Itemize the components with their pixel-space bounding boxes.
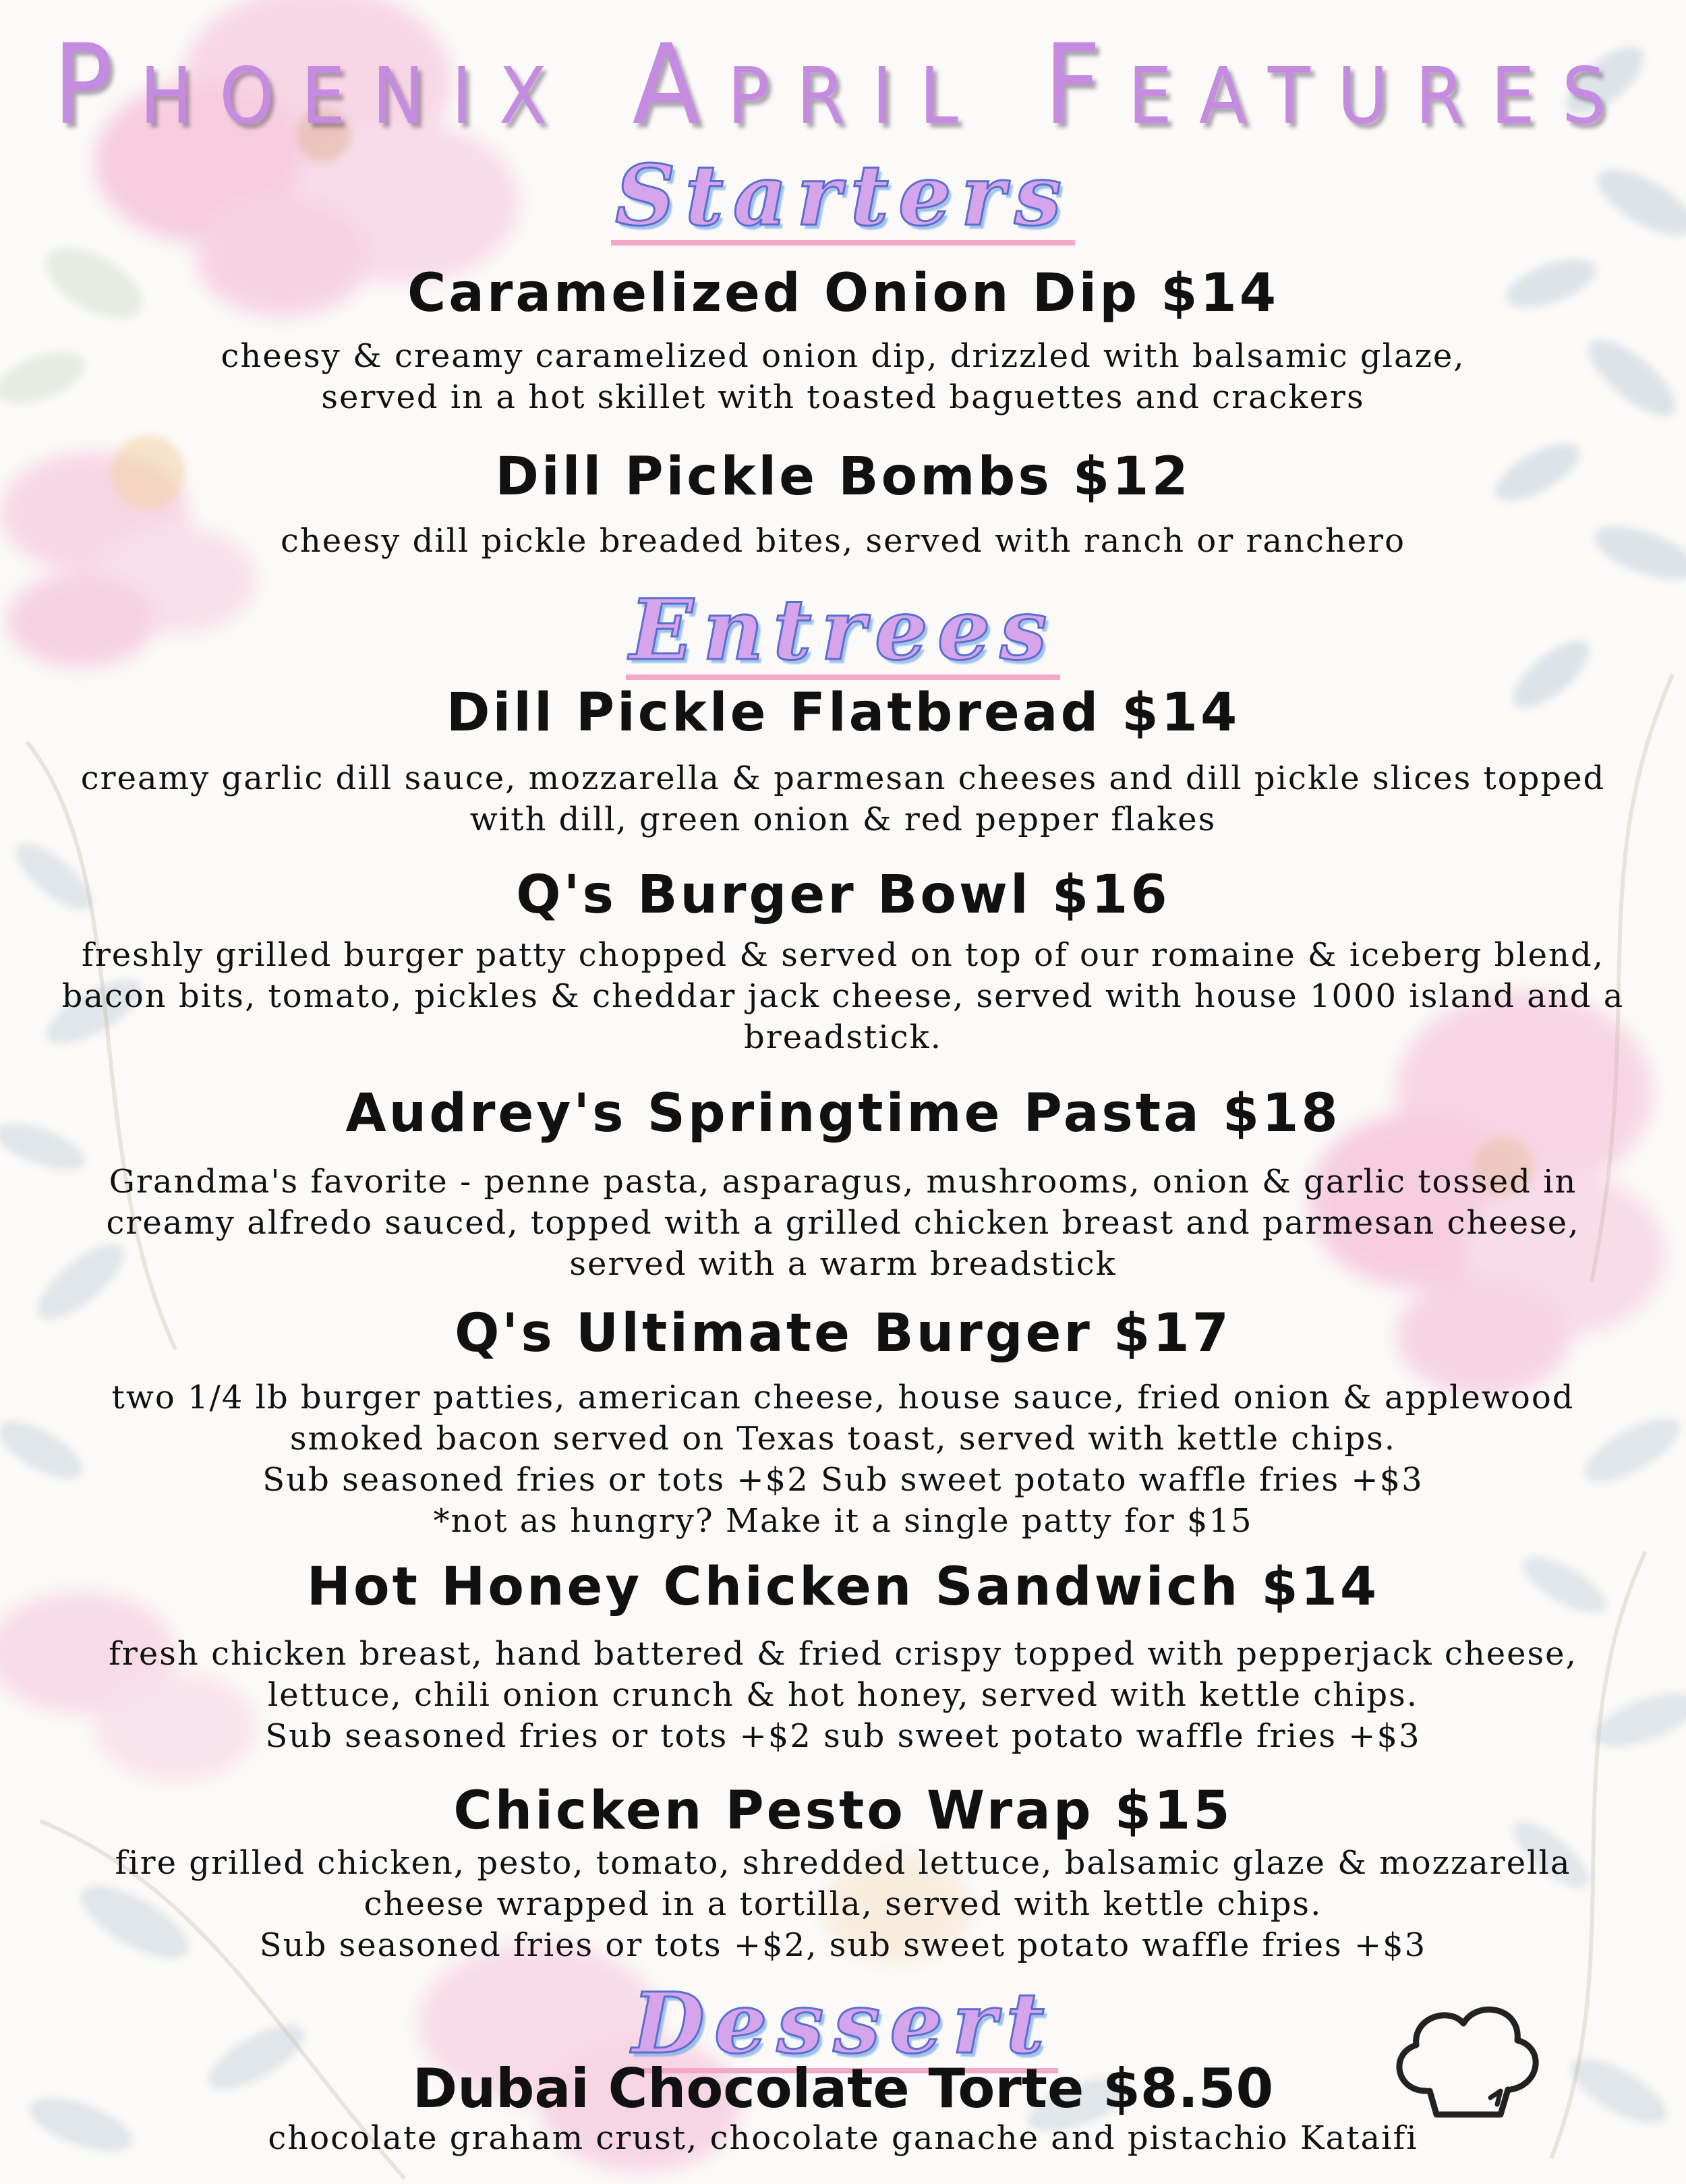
menu-item-name: Dubai Chocolate Torte $8.50 <box>412 2057 1274 2120</box>
menu-item-description: two 1/4 lb burger patties, american cheese, house sauce, fried onion & applewood smoked bacon served on Texas toast, served with kettle chips. Sub seasoned fries or tots +$2 Sub sweet potato waffle fries +$3 *not as hungry? Make it a single patty for $15 <box>111 1379 1575 1540</box>
menu-item-description: cheesy & creamy caramelized onion dip, drizzled with balsamic glaze, served in a hot skillet with toasted baguettes and crackers <box>221 337 1465 416</box>
chef-hat-icon <box>1389 1990 1544 2125</box>
menu-item-description: fire grilled chicken, pesto, tomato, shredded lettuce, balsamic glaze & mozzarella cheese wrapped in a tortilla, served with kettle chips. Sub seasoned fries or tots +$2, sub sweet potato waffle fries +$3 <box>115 1844 1571 1964</box>
menu-item-name: Dill Pickle Bombs $12 <box>495 447 1191 507</box>
section-title-entrees: Entrees <box>0 581 1686 680</box>
menu-item-name: Q's Ultimate Burger $17 <box>455 1303 1231 1364</box>
menu-item-description: Grandma's favorite - penne pasta, asparagus, mushrooms, onion & garlic tossed in creamy alfredo sauced, topped with a grilled chicken breast and parmesan cheese, served with a warm breadstick <box>106 1163 1580 1283</box>
menu-item-description: creamy garlic dill sauce, mozzarella & parmesan cheeses and dill pickle slices topped with dill, green onion & red pepper flakes <box>80 759 1606 838</box>
menu-item-name: Dill Pickle Flatbread $14 <box>446 683 1240 743</box>
menu-item-name: Chicken Pesto Wrap $15 <box>453 1781 1233 1841</box>
menu-item-description: freshly grilled burger patty chopped & served on top of our romaine & iceberg blend, bacon bits, tomato, pickles & cheddar jack cheese, served with house 1000 island and a breadstick. <box>61 936 1625 1056</box>
menu-item-description: cheesy dill pickle breaded bites, served with ranch or ranchero <box>281 522 1405 560</box>
menu-item-name: Caramelized Onion Dip $14 <box>407 263 1279 324</box>
menu-item-description: chocolate graham crust, chocolate ganache and pistachio Kataifi <box>268 2119 1418 2157</box>
menu-item-name: Audrey's Springtime Pasta $18 <box>345 1083 1341 1144</box>
section-title-starters: Starters <box>0 147 1686 246</box>
menu-item-name: Q's Burger Bowl $16 <box>516 865 1170 925</box>
page-title: Phoenix April Features <box>53 20 1633 149</box>
menu-item-description: fresh chicken breast, hand battered & fried crispy topped with pepperjack cheese, lettuce, chili onion crunch & hot honey, served with kettle chips. Sub seasoned fries or tots +$2 sub sweet potato waffle fries +$3 <box>109 1635 1577 1755</box>
menu-item-name: Hot Honey Chicken Sandwich $14 <box>306 1557 1380 1617</box>
section-title-dessert: Dessert <box>0 1975 1686 2073</box>
